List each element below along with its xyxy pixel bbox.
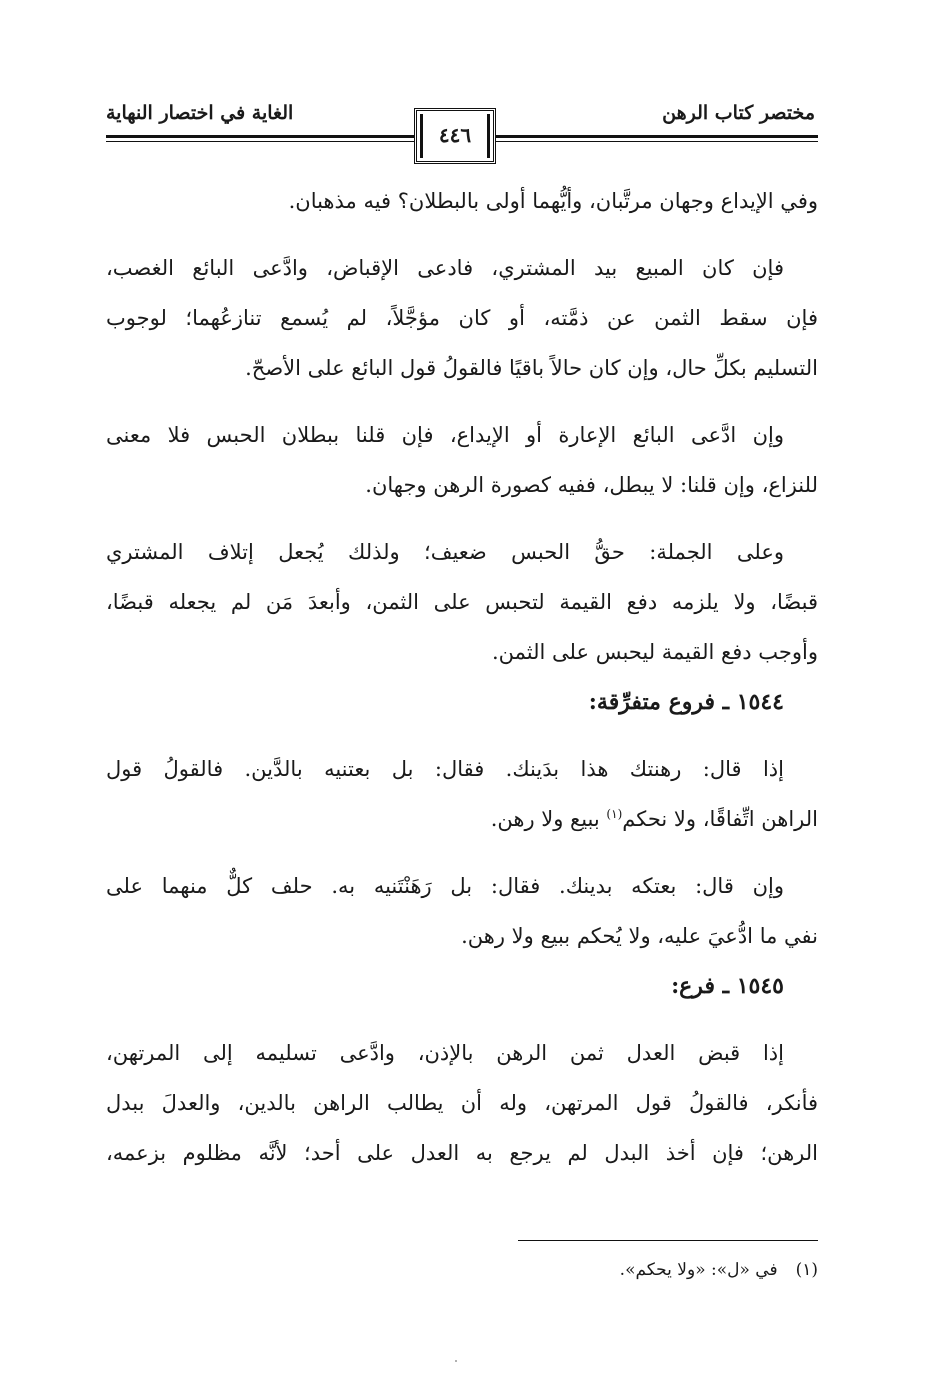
text-line: الرهن؛ فإن أخذ البدل لم يرجع به العدل على أحد؛ لأنَّه مظلوم بزعمه، [106,1141,818,1165]
text-line: فإن سقط الثمن عن ذمَّته، أو كان مؤجَّلاً، لم يُسمع تنازعُهما؛ لوجوب [106,306,818,330]
footnote-text: في «ل»: «ولا يحكم». [619,1260,778,1280]
text-line: وإن ادَّعى البائع الإعارة أو الإيداع، فإن قلنا ببطلان الحبس فلا معنى [106,423,784,447]
running-title-left: الغاية في اختصار النهاية [106,102,294,124]
text-line: وفي الإيداع وجهان مرتَّبان، وأيُّهما أولى بالبطلان؟ فيه مذهبان. [288,189,818,213]
text-line: وأوجب دفع القيمة ليحبس على الثمن. [491,640,818,664]
running-title-right: مختصر كتاب الرهن [662,102,815,124]
scan-speck [455,1360,457,1362]
footnote-number: (١) [795,1260,818,1280]
text-line: وعلى الجملة: حقُّ الحبس ضعيف؛ ولذلك يُجعل إتلاف المشتري [106,540,784,564]
footnote-rule [518,1240,818,1241]
text-line-with-footnote [106,794,818,844]
page-number: ٤٤٦ [438,123,472,147]
text-line: إذا قال: رهنتك هذا بدَينك. فقال: بل بعتنيه بالدَّين. فالقولُ قول [106,757,784,781]
section-heading-1544: ١٥٤٤ ـ فروع متفرِّقة: [588,689,784,715]
text-line: وإن قال: بعتكه بدينك. فقال: بل رَهَنْتَنيه به. حلف كلٌّ منهما على [106,874,784,898]
text-line: فأنكر، فالقولُ قول المرتهن، وله أن يطالب الراهن بالدين، والعدلَ ببدل [106,1091,818,1115]
text-segment: الراهن اتِّفاقًا، ولا نحكم [622,807,818,831]
text-line: إذا قبض العدل ثمن الرهن بالإذن، وادَّعى تسليمه إلى المرتهن، [106,1041,784,1065]
footnote [620,1260,818,1280]
text-line: فإن كان المبيع بيد المشتري، فادعى الإقباض، وادَّعى البائع الغصب، [106,256,784,280]
section-heading-1545: ١٥٤٥ ـ فرع: [671,973,784,999]
footnote-marker: (١) [606,807,623,821]
page-header [0,0,943,180]
text-segment: ببيع ولا رهن. [490,807,607,831]
text-line: للنزاع، وإن قلنا: لا يبطل، ففيه كصورة الرهن وجهان. [365,473,818,497]
body-text [106,176,818,1178]
text-line: نفي ما ادُّعيَ عليه، ولا يُحكم ببيع ولا رهن. [461,924,818,948]
text-line: التسليم بكلِّ حال، وإن كان حالاً باقيًا فالقولُ قول البائع على الأصحّ. [245,356,818,380]
text-line: قبضًا، ولا يلزمه دفع القيمة لتحبس على الثمن، وأبعدَ مَن لم يجعله قبضًا، [106,590,818,614]
page-number-frame [414,108,496,164]
